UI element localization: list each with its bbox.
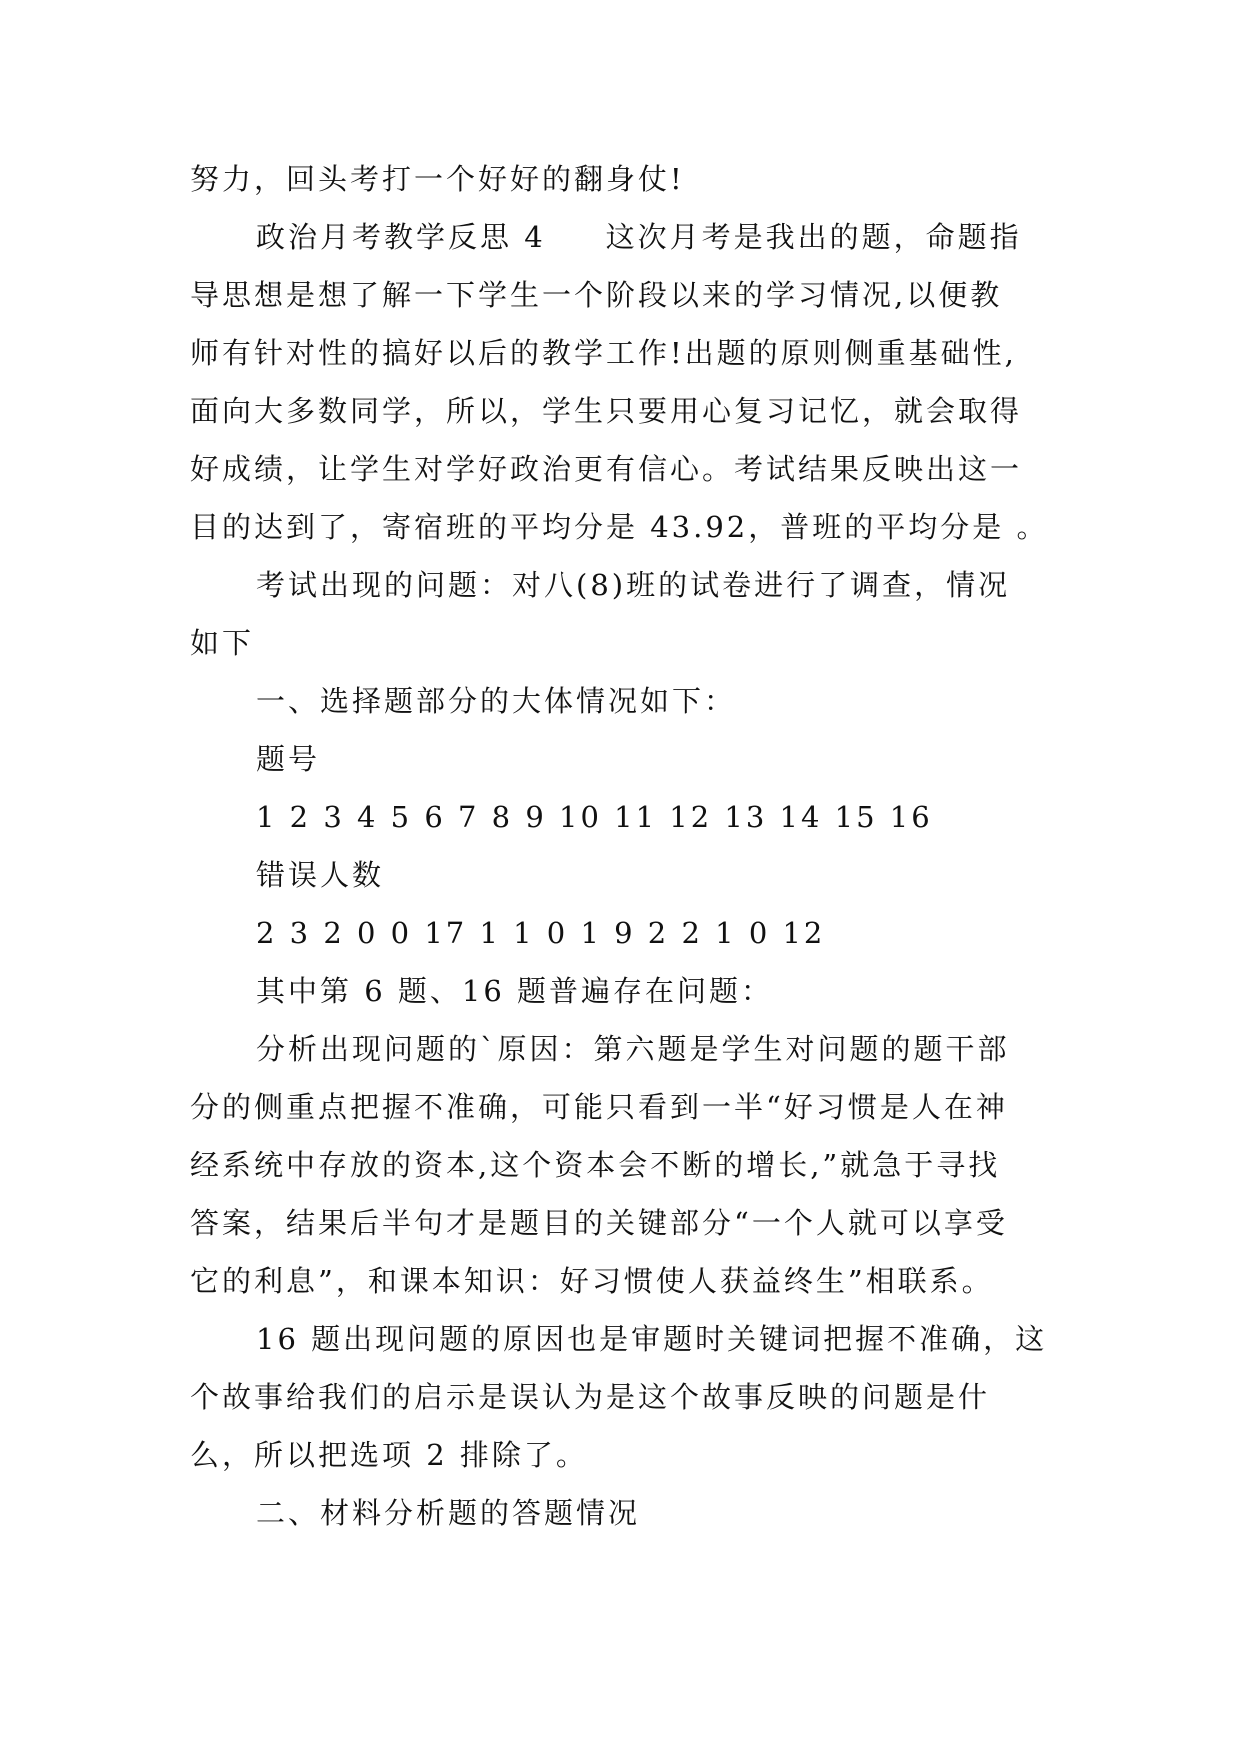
paragraph-line: 分的侧重点把握不准确，可能只看到一半“好习惯是人在神: [190, 1090, 1008, 1124]
paragraph-line: 么，所以把选项 2 排除了。: [190, 1438, 588, 1472]
paragraph-line: 16 题出现问题的原因也是审题时关键词把握不准确，这: [256, 1322, 1048, 1356]
paragraph-line: 努力，回头考打一个好好的翻身仗!: [190, 162, 685, 196]
paragraph-line: 答案，结果后半句才是题目的关键部分“一个人就可以享受: [190, 1206, 1008, 1240]
paragraph-line: 面向大多数同学，所以，学生只要用心复习记忆，就会取得: [190, 394, 1023, 428]
error-count-label: 错误人数: [256, 858, 385, 892]
paragraph-line: 好成绩，让学生对学好政治更有信心。考试结果反映出这一: [190, 452, 1023, 486]
section-title: 政治月考教学反思 4: [256, 220, 546, 254]
paragraph-line: 如下: [190, 626, 255, 660]
paragraph-line: 师有针对性的搞好以后的教学工作!出题的原则侧重基础性,: [190, 336, 1017, 370]
subheading-line: 一、选择题部分的大体情况如下：: [256, 684, 737, 718]
paragraph-start: 这次月考是我出的题，命题指: [605, 220, 1022, 254]
document-body: [190, 150, 1050, 1542]
paragraph-line: 它的利息”，和课本知识：好习惯使人获益终生”相联系。: [190, 1264, 994, 1298]
paragraph-line: 其中第 6 题、16 题普遍存在问题：: [256, 974, 774, 1008]
paragraph-line: 目的达到了，寄宿班的平均分是 43.92，普班的平均分是 。: [190, 510, 1049, 544]
error-count-values: 2 3 2 0 0 17 1 1 0 1 9 2 2 1 0 12: [256, 916, 826, 950]
paragraph-line: 导思想是想了解一下学生一个阶段以来的学习情况,以便教: [190, 278, 1003, 312]
section-heading-line: [190, 208, 1050, 266]
paragraph-line: 考试出现的问题：对八(8)班的试卷进行了调查，情况: [256, 568, 1011, 602]
subheading-line: 二、材料分析题的答题情况: [256, 1496, 641, 1530]
question-number-label: 题号: [256, 742, 321, 776]
question-number-values: 1 2 3 4 5 6 7 8 9 10 11 12 13 14 15 16: [256, 800, 933, 834]
paragraph-line: 经系统中存放的资本,这个资本会不断的增长,”就急于寻找: [190, 1148, 1001, 1182]
paragraph-line: 分析出现问题的`原因：第六题是学生对问题的题干部: [256, 1032, 1010, 1066]
paragraph-line: 个故事给我们的启示是误认为是这个故事反映的问题是什: [190, 1380, 991, 1414]
